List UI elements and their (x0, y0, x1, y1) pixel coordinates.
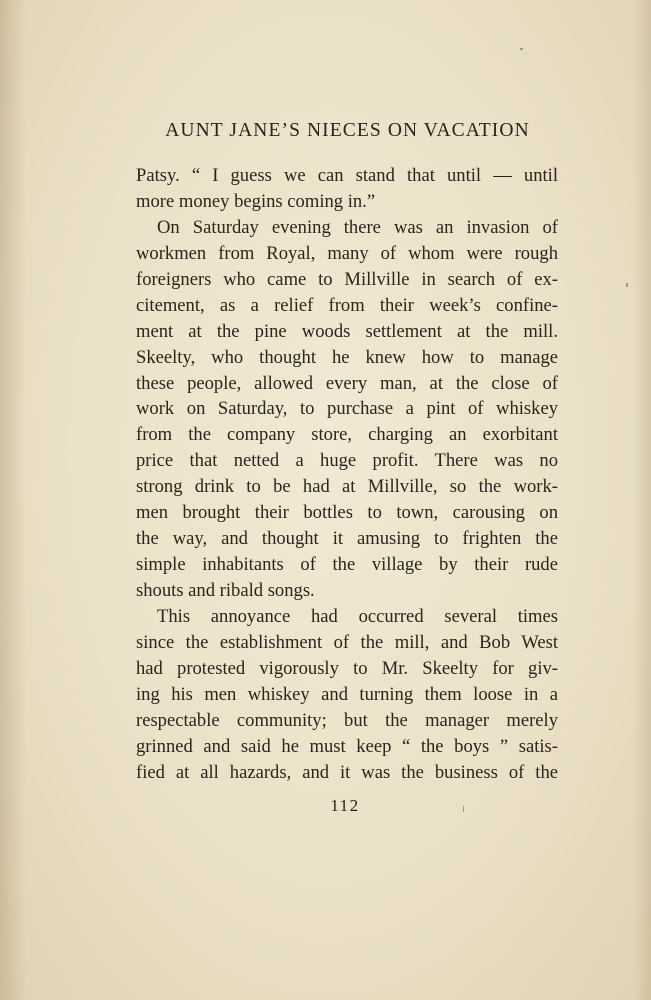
text-line: foreigners who came to Millville in search of ex- (136, 268, 558, 290)
text-line: Patsy. “ I guess we can stand that until — until (136, 165, 558, 186)
text-line: price that netted a huge profit. There was no (136, 450, 558, 472)
text-line: since the establishment of the mill, and Bob West (136, 631, 558, 653)
text-line: ing his men whiskey and turning them loose in a (136, 683, 558, 705)
paragraph-first-line: On Saturday evening there was an invasion of (157, 216, 558, 238)
text-line: respectable community; but the manager merely (136, 709, 558, 731)
page-body-text (136, 163, 558, 786)
paragraph-first-line: This annoyance had occurred several times (157, 605, 558, 627)
text-line: fied at all hazards, and it was the business of the (136, 761, 558, 783)
paper-speck (520, 48, 523, 50)
paper-speck (626, 283, 628, 287)
text-line: workmen from Royal, many of whom were rough (136, 242, 558, 264)
text-line: the way, and thought it amusing to frighten the (136, 528, 558, 550)
text-line: Skeelty, who thought he knew how to manage (136, 346, 558, 368)
text-line: had protested vigorously to Mr. Skeelty for giv- (136, 657, 558, 679)
text-line: grinned and said he must keep “ the boys ” satis- (136, 735, 558, 757)
text-line: strong drink to be had at Millville, so the work- (136, 476, 558, 498)
text-line: these people, allowed every man, at the close of (136, 372, 558, 394)
text-line: more money begins coming in.” (136, 190, 376, 212)
text-line: work on Saturday, to purchase a pint of whiskey (136, 398, 558, 420)
text-line: simple inhabitants of the village by their rude (136, 554, 558, 576)
text-line: citement, as a relief from their week’s confine- (136, 294, 558, 316)
page-number: 112 (330, 796, 360, 815)
text-line: shouts and ribald songs. (136, 580, 315, 601)
text-line: from the company store, charging an exorbitant (136, 424, 558, 446)
text-line: ment at the pine woods settlement at the mill. (136, 320, 558, 342)
text-line: men brought their bottles to town, carousing on (136, 502, 558, 524)
paper-speck (463, 806, 464, 812)
running-head: AUNT JANE’S NIECES ON VACATION (165, 120, 530, 141)
